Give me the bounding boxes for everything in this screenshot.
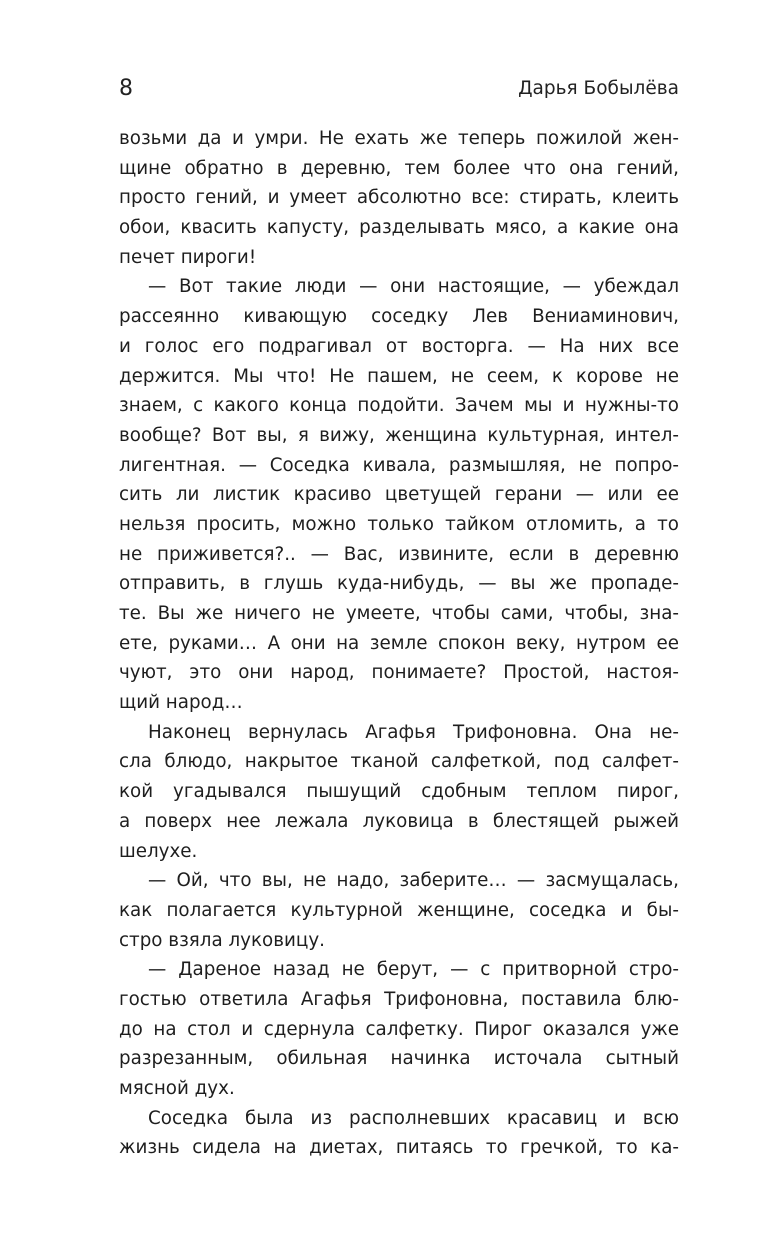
text-line: ете, руками… А они на земле спокон веку, нутром ее (119, 632, 679, 654)
text-line: сить ли листик красиво цветущей герани — или ее (119, 484, 679, 506)
text-line: обои, квасить капусту, разделывать мясо, а какие она (119, 217, 679, 239)
text-line: — Вот такие люди — они настоящие, — убеждал (148, 276, 679, 298)
text-line: просто гений, и умеет абсолютно все: стирать, клеить (119, 187, 679, 209)
text-line: чуют, это они народ, понимаете? Простой, настоя- (119, 662, 679, 684)
text-line: кой угадывался пышущий сдобным теплом пирог, (119, 781, 679, 803)
text-line: рассеянно кивающую соседку Лев Вениаминович, (119, 306, 679, 328)
text-line: — Дареное назад не берут, — с притворной стро- (148, 959, 679, 981)
text-line: те. Вы же ничего не умеете, чтобы сами, чтобы, зна- (119, 603, 679, 624)
text-line: — Ой, что вы, не надо, заберите… — засмущалась, (148, 870, 679, 892)
text-line: знаем, с какого конца подойти. Зачем мы и нужны-то (119, 395, 679, 417)
text-line: гостью ответила Агафья Трифоновна, поставила блю- (119, 988, 679, 1010)
text-line: и голос его подрагивал от восторга. — На них все (119, 335, 679, 357)
text-line: как полагается культурной женщине, соседка и бы- (119, 899, 679, 921)
text-line: стро взяла луковицу. (119, 929, 325, 951)
text-line: сла блюдо, накрытое тканой салфеткой, под салфет- (119, 751, 679, 773)
text-line: Соседка была из располневших красавиц и всю (148, 1107, 679, 1129)
text-line: печет пироги! (119, 246, 257, 268)
text-line: разрезанным, обильная начинка источала сытный (119, 1048, 679, 1070)
text-line: нельзя просить, можно только тайком отломить, а то (119, 513, 679, 535)
running-head-author: Дарья Бобылёва (518, 78, 679, 99)
text-line: до на стол и сдернула салфетку. Пирог оказался уже (119, 1018, 679, 1040)
text-line: жизнь сидела на диетах, питаясь то гречкой, то ка- (119, 1137, 679, 1159)
page-number: 8 (119, 76, 133, 101)
text-line: вообще? Вот вы, я вижу, женщина культурная, интел- (119, 424, 679, 446)
text-line: шелухе. (119, 840, 198, 862)
text-line: щий народ… (119, 692, 243, 714)
text-line: держится. Мы что! Не пашем, не сеем, к корове не (119, 365, 679, 387)
text-line: возьми да и умри. Не ехать же теперь пожилой жен- (119, 128, 679, 149)
page-header (119, 72, 679, 106)
text-line: не приживется?.. — Вас, извините, если в деревню (119, 543, 679, 565)
text-line: лигентная. — Соседка кивала, размышляя, не попро- (119, 454, 679, 476)
text-line: мясной дух. (119, 1078, 235, 1099)
text-line: Наконец вернулась Агафья Трифоновна. Она не- (148, 721, 679, 743)
text-line: щине обратно в деревню, тем более что она гений, (119, 157, 679, 179)
body-text (119, 124, 679, 1163)
text-line: а поверх нее лежала луковица в блестящей рыжей (119, 810, 679, 832)
text-line: отправить, в глушь куда-нибудь, — вы же пропаде- (119, 573, 679, 595)
